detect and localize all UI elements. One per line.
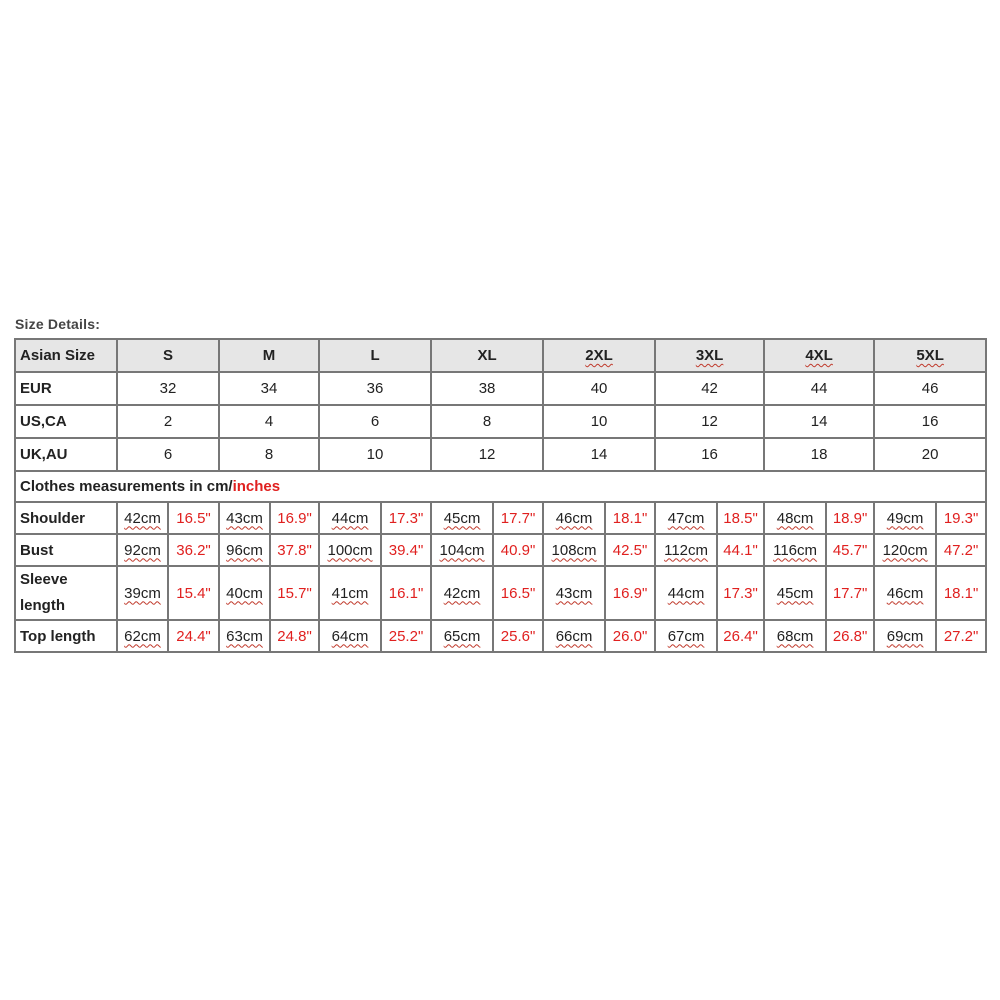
cm-value: 43cm — [226, 509, 263, 527]
measurement-inches: 26.0" — [605, 620, 655, 652]
cm-value: 100cm — [327, 541, 373, 559]
measurement-cm — [874, 502, 936, 534]
measurement-label: Shoulder — [15, 502, 117, 534]
size-label: 5XL — [916, 347, 944, 364]
cm-value: 46cm — [555, 509, 593, 527]
conversion-label: UK,AU — [15, 438, 117, 471]
cm-value: 41cm — [331, 584, 369, 602]
section-title-highlight: inches — [232, 478, 281, 495]
conversion-value: 32 — [117, 372, 219, 405]
cm-value: 64cm — [331, 627, 369, 645]
measurement-cm — [431, 502, 493, 534]
conversion-value: 6 — [117, 438, 219, 471]
measurement-cm — [543, 502, 605, 534]
measurement-cm — [764, 620, 826, 652]
measurement-cm — [655, 534, 717, 566]
measurement-inches: 17.7" — [826, 566, 874, 620]
measurement-cm — [219, 502, 270, 534]
conversion-value: 40 — [543, 372, 655, 405]
size-chart-table — [14, 338, 987, 653]
conversion-value: 34 — [219, 372, 319, 405]
cm-value: 47cm — [667, 509, 705, 527]
conversion-value: 10 — [543, 405, 655, 438]
measurement-inches: 15.4" — [168, 566, 219, 620]
conversion-row — [15, 405, 986, 438]
conversion-value: 2 — [117, 405, 219, 438]
measurement-cm — [874, 620, 936, 652]
section-title-text: Clothes measurements in cm/ — [20, 478, 233, 495]
cm-value: 68cm — [776, 627, 814, 645]
measurement-cm — [764, 502, 826, 534]
conversion-row — [15, 438, 986, 471]
size-label: XL — [477, 347, 497, 364]
size-header-xl — [431, 339, 543, 372]
measurement-cm — [431, 534, 493, 566]
size-header-5xl — [874, 339, 986, 372]
measurement-inches: 17.3" — [381, 502, 431, 534]
cm-value: 120cm — [882, 541, 928, 559]
measurement-cm — [655, 620, 717, 652]
measurement-inches: 45.7" — [826, 534, 874, 566]
size-header-row — [15, 339, 986, 372]
measurement-inches: 16.1" — [381, 566, 431, 620]
cm-value: 39cm — [124, 584, 161, 602]
cm-value: 112cm — [664, 541, 709, 559]
conversion-value: 4 — [219, 405, 319, 438]
size-header-s — [117, 339, 219, 372]
size-label: M — [262, 347, 276, 364]
measurement-cm — [319, 620, 381, 652]
cm-value: 45cm — [443, 509, 481, 527]
cm-value: 96cm — [226, 541, 263, 559]
measurement-cm — [219, 566, 270, 620]
conversion-value: 14 — [764, 405, 874, 438]
conversion-value: 38 — [431, 372, 543, 405]
measurement-cm — [874, 566, 936, 620]
measurement-inches: 39.4" — [381, 534, 431, 566]
conversion-value: 44 — [764, 372, 874, 405]
measurement-inches: 40.9" — [493, 534, 543, 566]
cm-value: 42cm — [443, 584, 481, 602]
cm-value: 45cm — [776, 584, 814, 602]
cm-value: 69cm — [886, 627, 924, 645]
cm-value: 66cm — [555, 627, 593, 645]
measurement-row — [15, 566, 986, 620]
measurement-inches: 42.5" — [605, 534, 655, 566]
size-header-2xl — [543, 339, 655, 372]
measurement-inches: 19.3" — [936, 502, 986, 534]
measurement-inches: 36.2" — [168, 534, 219, 566]
cm-value: 92cm — [124, 541, 161, 559]
size-label: 3XL — [695, 347, 724, 364]
measurement-inches: 16.9" — [605, 566, 655, 620]
conversion-value: 42 — [655, 372, 764, 405]
conversion-value: 18 — [764, 438, 874, 471]
conversion-label: EUR — [15, 372, 117, 405]
conversion-value: 36 — [319, 372, 431, 405]
size-header-m — [219, 339, 319, 372]
conversion-row — [15, 372, 986, 405]
measurement-inches: 26.8" — [826, 620, 874, 652]
measurement-inches: 18.9" — [826, 502, 874, 534]
cm-value: 49cm — [886, 509, 924, 527]
measurement-cm — [655, 502, 717, 534]
measurement-inches: 44.1" — [717, 534, 764, 566]
conversion-value: 16 — [655, 438, 764, 471]
measurement-inches: 18.1" — [605, 502, 655, 534]
measurement-label: Top length — [15, 620, 117, 652]
cm-value: 104cm — [439, 541, 485, 559]
measurement-cm — [431, 566, 493, 620]
size-header-4xl — [764, 339, 874, 372]
measurement-cm — [319, 534, 381, 566]
cm-value: 40cm — [226, 584, 263, 602]
conversion-label: US,CA — [15, 405, 117, 438]
conversion-value: 16 — [874, 405, 986, 438]
measurement-inches: 17.3" — [717, 566, 764, 620]
measurement-inches: 25.6" — [493, 620, 543, 652]
size-label: S — [163, 347, 174, 364]
cm-value: 42cm — [124, 509, 161, 527]
cm-value: 44cm — [331, 509, 369, 527]
measurement-cm — [117, 502, 168, 534]
conversion-value: 14 — [543, 438, 655, 471]
measurement-cm — [764, 534, 826, 566]
conversion-value: 12 — [431, 438, 543, 471]
measurement-inches: 24.4" — [168, 620, 219, 652]
cm-value: 62cm — [124, 627, 161, 645]
measurement-cm — [117, 534, 168, 566]
measurement-inches: 16.9" — [270, 502, 319, 534]
measurement-row — [15, 502, 986, 534]
measurement-cm — [117, 620, 168, 652]
measurement-cm — [117, 566, 168, 620]
measurement-inches: 25.2" — [381, 620, 431, 652]
measurement-cm — [543, 620, 605, 652]
cm-value: 48cm — [776, 509, 814, 527]
measurement-inches: 17.7" — [493, 502, 543, 534]
measurement-inches: 18.1" — [936, 566, 986, 620]
asian-size-label: Asian Size — [15, 339, 117, 372]
conversion-value: 46 — [874, 372, 986, 405]
size-header-3xl — [655, 339, 764, 372]
cm-value: 108cm — [551, 541, 597, 559]
measurement-row — [15, 534, 986, 566]
size-label: 4XL — [805, 347, 833, 364]
conversion-value: 6 — [319, 405, 431, 438]
measurement-cm — [764, 566, 826, 620]
measurements-section-title — [15, 471, 986, 502]
cm-value: 46cm — [886, 584, 924, 602]
cm-value: 67cm — [667, 627, 705, 645]
cm-value: 65cm — [443, 627, 481, 645]
cm-value: 43cm — [555, 584, 593, 602]
cm-value: 63cm — [226, 627, 263, 645]
measurement-label: Bust — [15, 534, 117, 566]
measurement-cm — [655, 566, 717, 620]
conversion-value: 8 — [219, 438, 319, 471]
size-header-l — [319, 339, 431, 372]
size-label: 2XL — [585, 347, 613, 364]
measurement-cm — [543, 566, 605, 620]
measurement-cm — [431, 620, 493, 652]
conversion-value: 8 — [431, 405, 543, 438]
measurement-inches: 16.5" — [493, 566, 543, 620]
conversion-value: 20 — [874, 438, 986, 471]
measurement-cm — [319, 502, 381, 534]
measurement-inches: 24.8" — [270, 620, 319, 652]
measurement-inches: 15.7" — [270, 566, 319, 620]
conversion-value: 10 — [319, 438, 431, 471]
measurement-inches: 47.2" — [936, 534, 986, 566]
measurements-section-row — [15, 471, 986, 502]
measurement-inches: 27.2" — [936, 620, 986, 652]
measurement-cm — [874, 534, 936, 566]
measurement-cm — [319, 566, 381, 620]
measurement-label: Sleeve length — [15, 566, 117, 620]
measurement-cm — [219, 620, 270, 652]
measurement-inches: 18.5" — [717, 502, 764, 534]
measurement-inches: 37.8" — [270, 534, 319, 566]
size-details-caption: Size Details: — [15, 316, 101, 332]
measurement-inches: 26.4" — [717, 620, 764, 652]
measurement-inches: 16.5" — [168, 502, 219, 534]
size-label: L — [370, 347, 380, 364]
measurement-cm — [219, 534, 270, 566]
cm-value: 44cm — [667, 584, 705, 602]
conversion-value: 12 — [655, 405, 764, 438]
measurement-row — [15, 620, 986, 652]
measurement-cm — [543, 534, 605, 566]
cm-value: 116cm — [773, 541, 818, 559]
